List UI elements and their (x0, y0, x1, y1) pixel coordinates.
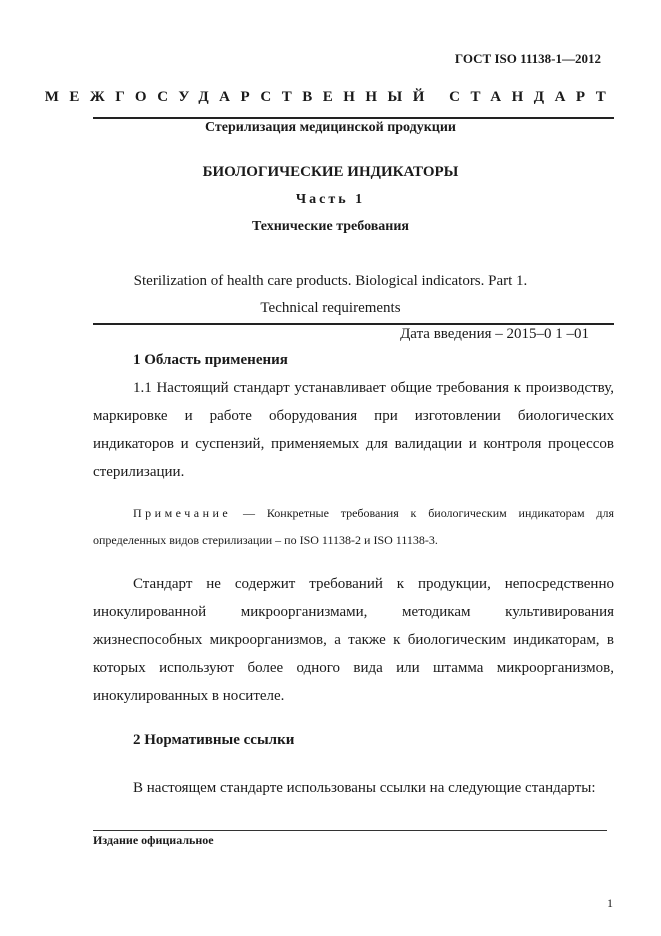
note (93, 500, 614, 554)
note-label: Примечание (133, 506, 232, 520)
interstate-standard-heading: МЕЖГОСУДАРСТВЕННЫЙ СТАНДАРТ (44, 89, 617, 105)
technical-requirements-title: Технические требования (252, 219, 409, 234)
top-divider (93, 117, 614, 119)
introduction-date: Дата введения – 2015–0 1 –01 (400, 326, 589, 342)
section2-paragraph1-text: В настоящем стандарте использованы ссылки на следующие стандарты: (133, 780, 596, 796)
english-title-line1: Sterilization of health care products. Biological indicators. Part 1. (133, 273, 528, 289)
page-number: 1 (607, 896, 613, 910)
english-title-line2: Technical requirements (260, 300, 401, 316)
english-title (0, 268, 661, 322)
standard-subtitle: Стерилизация медицинской продукции (205, 120, 456, 135)
section2-paragraph1 (93, 778, 614, 798)
section2-heading: 2 Нормативные ссылки (133, 732, 295, 748)
section1-paragraph2 (93, 570, 614, 710)
title-divider (93, 323, 614, 325)
part-label: Часть 1 (295, 192, 366, 207)
section1-paragraph1-text: 1.1 Настоящий стандарт устанавливает общие требования к производству, маркировке и работе оборудования при изготовлении биологических индикаторов и суспензий, применяемых для валидации и контроля процессов стерилизации. (93, 380, 614, 480)
footer-divider (93, 830, 607, 831)
page-title: БИОЛОГИЧЕСКИЕ ИНДИКАТОРЫ (202, 164, 459, 180)
standard-number: ГОСТ ISO 11138-1—2012 (454, 51, 601, 66)
section1-paragraph2-text: Стандарт не содержит требований к продукции, непосредственно инокулированной микроорганизмами, методикам культивирования жизнеспособных микроорганизмов, а также к биологическим индикаторам, в которых используют более одного вида или штамма микроорганизмов, инокулированных в носителе. (93, 576, 614, 704)
edition-label: Издание официальное (93, 833, 214, 847)
note-text: –– Конкретные требования к биологическим индикаторам для определенных видов стерилизации – по ISO 11138-2 и ISO 11138-3. (93, 506, 614, 547)
section1-paragraph1 (93, 374, 614, 486)
section1-heading: 1 Область применения (133, 352, 288, 368)
